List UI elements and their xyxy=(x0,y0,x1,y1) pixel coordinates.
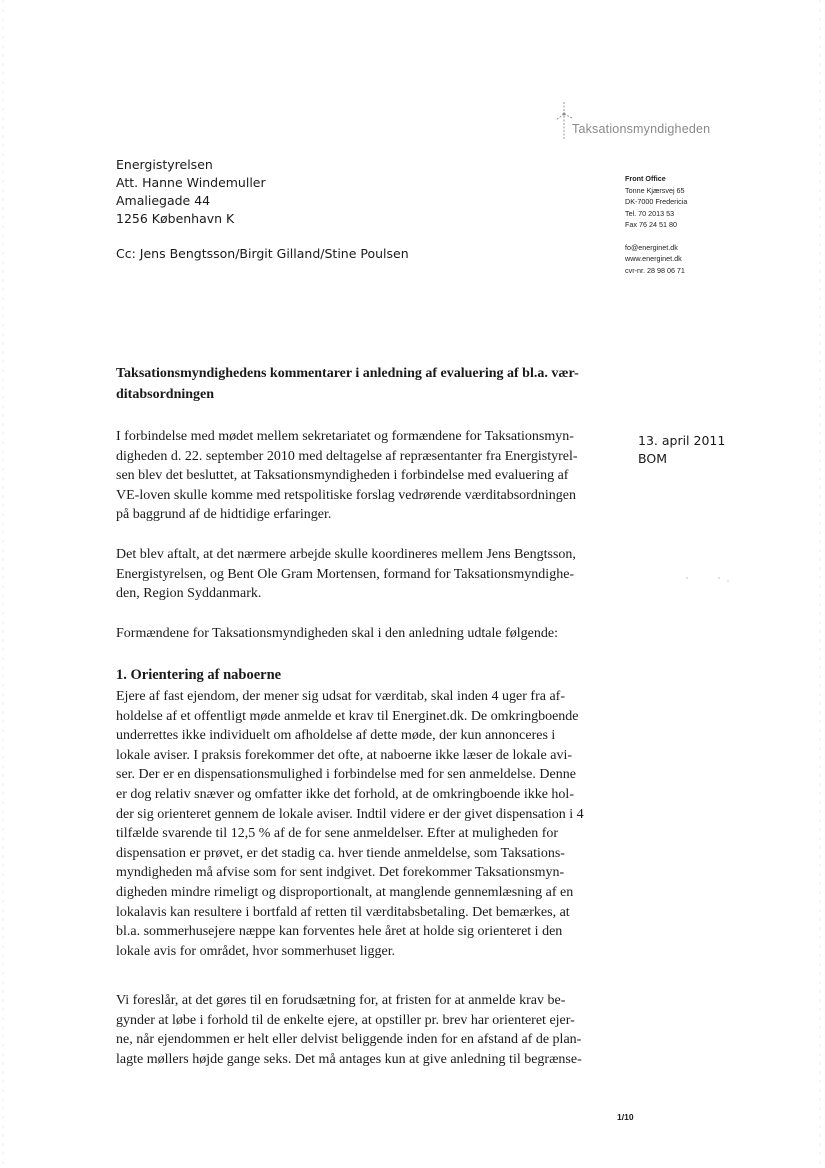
recipient-address xyxy=(116,156,266,228)
text-line: Vi foreslår, at det gøres til en forudsætning for, at fristen for at anmelde krav be- xyxy=(116,993,566,1008)
text-line: sen blev det besluttet, at Taksationsmyndigheden i forbindelse med evaluering af xyxy=(116,468,569,484)
text-line: lokalavis kan resultere i bortfald af retten til værditabsbetaling. Det bemærkes, at xyxy=(116,904,570,920)
text-line: Formændene for Taksationsmyndigheden skal i den anledning udtale følgende: xyxy=(116,626,558,641)
sender-phone: Tel. 70 2013 53 xyxy=(625,208,675,218)
text-line: er dog relativ snæver og omfatter ikke det forhold, at de omkringboende ikke hol- xyxy=(116,786,574,802)
cc-line: Cc: Jens Bengtsson/Birgit Gilland/Stine Poulsen xyxy=(116,246,409,261)
paragraph-intro xyxy=(116,427,578,525)
paragraph-proposal xyxy=(116,991,582,1069)
title-line: ditabsordningen xyxy=(116,387,215,402)
paragraph-agreement xyxy=(116,545,576,604)
recipient-line: Att. Hanne Windemuller xyxy=(116,175,266,190)
text-line: Ejere af fast ejendom, der mener sig udsat for værditab, skal inden 4 uger fra af- xyxy=(116,689,565,704)
paragraph-section1 xyxy=(116,687,584,961)
text-line: holdelse af et offentligt møde anmelde et krav til Energinet.dk. De omkringboende xyxy=(116,708,579,724)
text-line: underrettes ikke individuelt om afholdelse af dette møde, der kun annonceres i xyxy=(116,728,556,744)
recipient-line: Energistyrelsen xyxy=(116,157,213,172)
text-line: lagte møllers højde gange seks. Det må antages kun at give anledning til begrænse- xyxy=(116,1051,582,1067)
sender-info xyxy=(625,173,687,276)
text-line: den, Region Syddanmark. xyxy=(116,586,262,602)
sender-office: Front Office xyxy=(625,174,666,183)
text-line: Det blev aftalt, at det nærmere arbejde skulle koordineres mellem Jens Bengtsson, xyxy=(116,547,576,562)
text-line: ne, når ejendommen er helt eller delvist beliggende inden for en afstand af de plan- xyxy=(116,1032,582,1048)
text-line: tilfælde svarende til 12,5 % af de for sene anmeldelser. Efter at muligheden for xyxy=(116,826,559,842)
text-line: der sig orienteret gennem de lokale aviser. Indtil videre er der givet dispensation i 4 xyxy=(116,806,584,822)
sender-fax: Fax 76 24 51 80 xyxy=(625,220,677,229)
text-line: VE-loven skulle komme med retspolitiske forslag vedrørende værditabsordningen xyxy=(116,487,576,503)
text-line: lokale avis for området, hvor sommerhuset ligger. xyxy=(116,943,396,959)
text-line: ser. Der er en dispensationsmulighed i forbindelse med for sen anmeldelse. Denne xyxy=(116,767,576,783)
text-line: Energistyrelsen, og Bent Ole Gram Mortensen, formand for Taksationsmyndighe- xyxy=(116,566,575,582)
document-title xyxy=(116,363,601,405)
title-line: Taksationsmyndighedens kommentarer i anledning af evaluering af bl.a. vær- xyxy=(116,366,579,381)
sender-address-line: DK-7000 Fredericia xyxy=(625,197,688,206)
document-date: 13. april 2011 xyxy=(638,433,726,448)
sender-cvr: cvr-nr. 28 98 06 71 xyxy=(625,265,685,275)
text-line: lokale aviser. I praksis forekommer det ofte, at naboerne ikke læser de lokale avi- xyxy=(116,747,572,763)
section-heading: 1. Orientering af naboerne xyxy=(116,667,282,683)
sender-address-line: Tonne Kjærsvej 65 xyxy=(625,185,685,195)
logo-text: Taksationsmyndigheden xyxy=(572,122,711,136)
text-line: på baggrund af de hidtidige erfaringer. xyxy=(116,507,332,523)
text-line: digheden d. 22. september 2010 med deltagelse af repræsentanter fra Energistyrel- xyxy=(116,448,578,464)
page-number: 1/10 xyxy=(617,1112,634,1122)
text-line: dispensation er prøvet, er det stadig ca. hver tiende anmeldelse, som Taksations- xyxy=(116,845,565,861)
author-initials: BOM xyxy=(638,451,667,466)
logo xyxy=(553,100,723,142)
text-line: myndigheden må afvise som for sent indgivet. Det forekommer Taksationsmyn- xyxy=(116,865,565,881)
sender-web[interactable]: www.energinet.dk xyxy=(625,254,682,263)
recipient-line: Amaliegade 44 xyxy=(116,193,211,208)
paragraph-statement xyxy=(116,624,558,644)
sender-email[interactable]: fo@energinet.dk xyxy=(625,242,678,252)
text-line: gynder at løbe i forhold til de enkelte ejere, at opstiller pr. brev har orienteret ejer- xyxy=(116,1012,575,1028)
recipient-line: 1256 København K xyxy=(116,211,235,226)
date-block xyxy=(638,432,725,468)
text-line: digheden mindre rimeligt og disproportionalt, at manglende gennemlæsning af en xyxy=(116,884,574,900)
text-line: bl.a. sommerhusejere næppe kan forventes hele året at holde sig orienteret i den xyxy=(116,924,563,940)
text-line: I forbindelse med mødet mellem sekretariatet og formændene for Taksationsmyn- xyxy=(116,429,574,444)
